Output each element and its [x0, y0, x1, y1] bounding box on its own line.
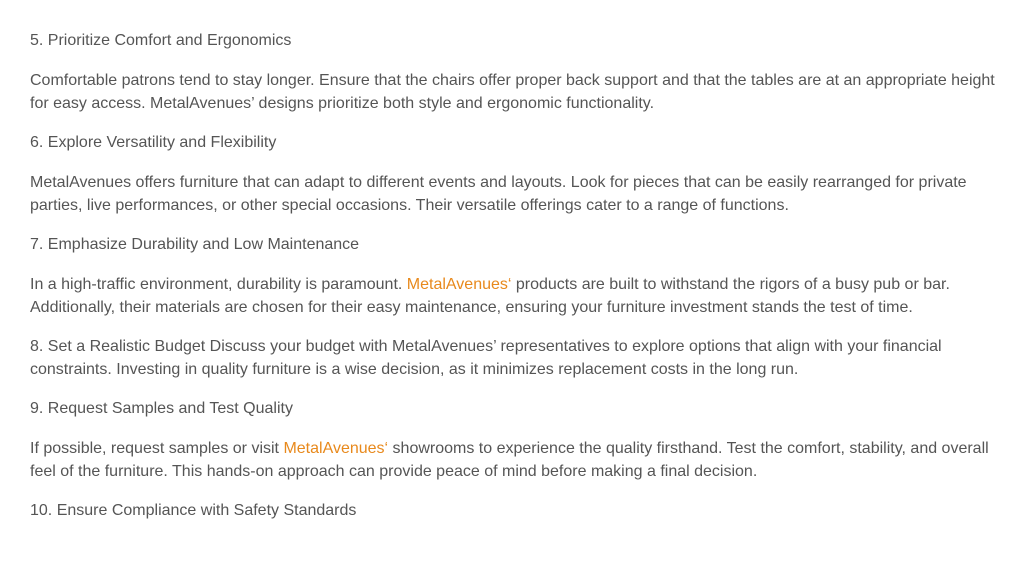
section-5-paragraph: Comfortable patrons tend to stay longer. Ensure that the chairs offer proper back support and that the tables are at an appropriate height for easy access. MetalAvenues’ designs prioritize both style and ergonomic functionality.	[30, 72, 995, 112]
section-7-heading: 7. Emphasize Durability and Low Maintenance	[30, 236, 360, 253]
section-6-heading: 6. Explore Versatility and Flexibility	[30, 134, 277, 151]
section-9-heading: 9. Request Samples and Test Quality	[30, 400, 293, 417]
section-9-paragraph	[30, 438, 1000, 483]
section-7-text-after: products are built to withstand the rigors of a busy pub or bar. Additionally, their materials are chosen for their easy maintenance, ensuring your furniture investment stands the test of time.	[30, 276, 950, 316]
section-7-text-before: In a high-traffic environment, durability is paramount.	[30, 276, 407, 293]
section-7-paragraph	[30, 274, 1000, 319]
section-8-paragraph: 8. Set a Realistic Budget Discuss your budget with MetalAvenues’ representatives to explore options that align with your financial constraints. Investing in quality furniture is a wise decision, as it minimizes replacement costs in the long run.	[30, 338, 942, 378]
section-9-text-after: showrooms to experience the quality firsthand. Test the comfort, stability, and overall feel of the furniture. This hands-on approach can provide peace of mind before making a final decision.	[30, 440, 989, 480]
section-5-heading: 5. Prioritize Comfort and Ergonomics	[30, 32, 292, 49]
metalavenues-showroom-link[interactable]: MetalAvenues‘	[283, 440, 389, 457]
section-10-heading: 10. Ensure Compliance with Safety Standards	[30, 502, 357, 519]
section-9-text-before: If possible, request samples or visit	[30, 440, 284, 457]
section-6-paragraph: MetalAvenues offers furniture that can adapt to different events and layouts. Look for pieces that can be easily rearranged for private parties, live performances, or other special occasions. Their versatile offerings cater to a range of functions.	[30, 174, 967, 214]
metalavenues-link[interactable]: MetalAvenues‘	[406, 276, 512, 293]
